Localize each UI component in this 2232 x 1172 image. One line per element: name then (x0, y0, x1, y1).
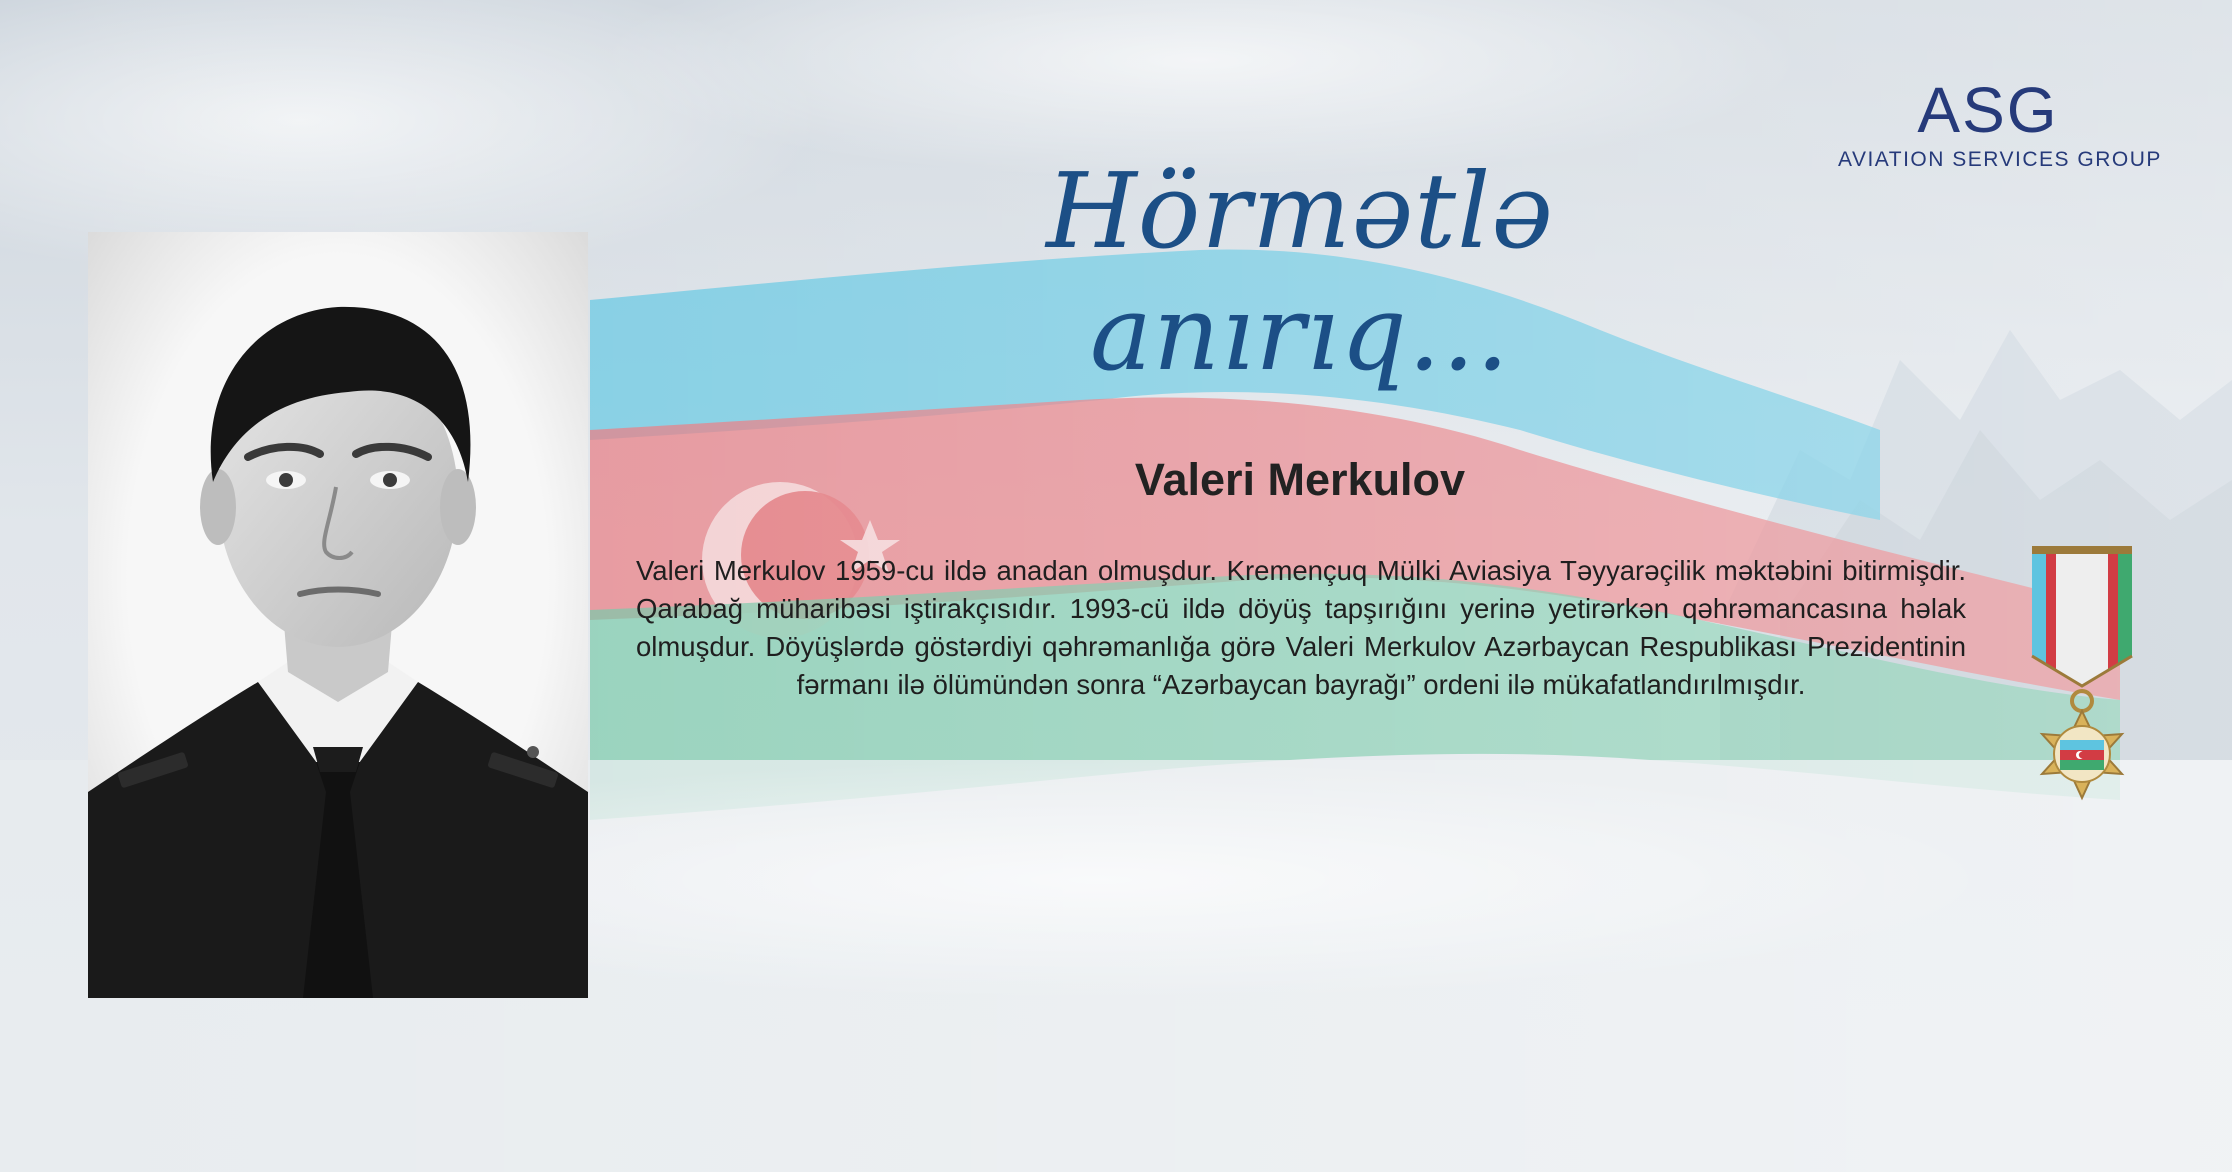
logo-mark: ASG (1917, 74, 2059, 146)
logo-subtitle: AVIATION SERVICES GROUP (1838, 148, 2162, 171)
memorial-headline: Hörmətlə anırıq... (1046, 150, 1554, 394)
person-biography: Valeri Merkulov 1959-cu ildə anadan olmuşdur. Kremençuq Mülki Aviasiya Təyyarəçilik məktəbini bitirmişdir. Qarabağ müharibəsi iştirakçısıdır. 1993-cü ildə döyüş tapşırığını yerinə yetirərkən qəhrəmancasına həlak olmuşdur. Döyüşlərdə göstərdiyi qəhrəmanlığa görə Valeri Merkulov Azərbaycan Respublikası Prezidentinin fərmanı ilə ölümündən sonra “Azərbaycan bayrağı” ordeni ilə mükafatlandırılmışdır. (636, 555, 1966, 700)
portrait-photo (88, 232, 588, 998)
azerbaijan-flag-order-medal-icon (2022, 546, 2142, 826)
asg-logo (1838, 74, 2162, 172)
person-name: Valeri Merkulov (1134, 454, 1466, 505)
portrait-illustration (88, 232, 588, 998)
